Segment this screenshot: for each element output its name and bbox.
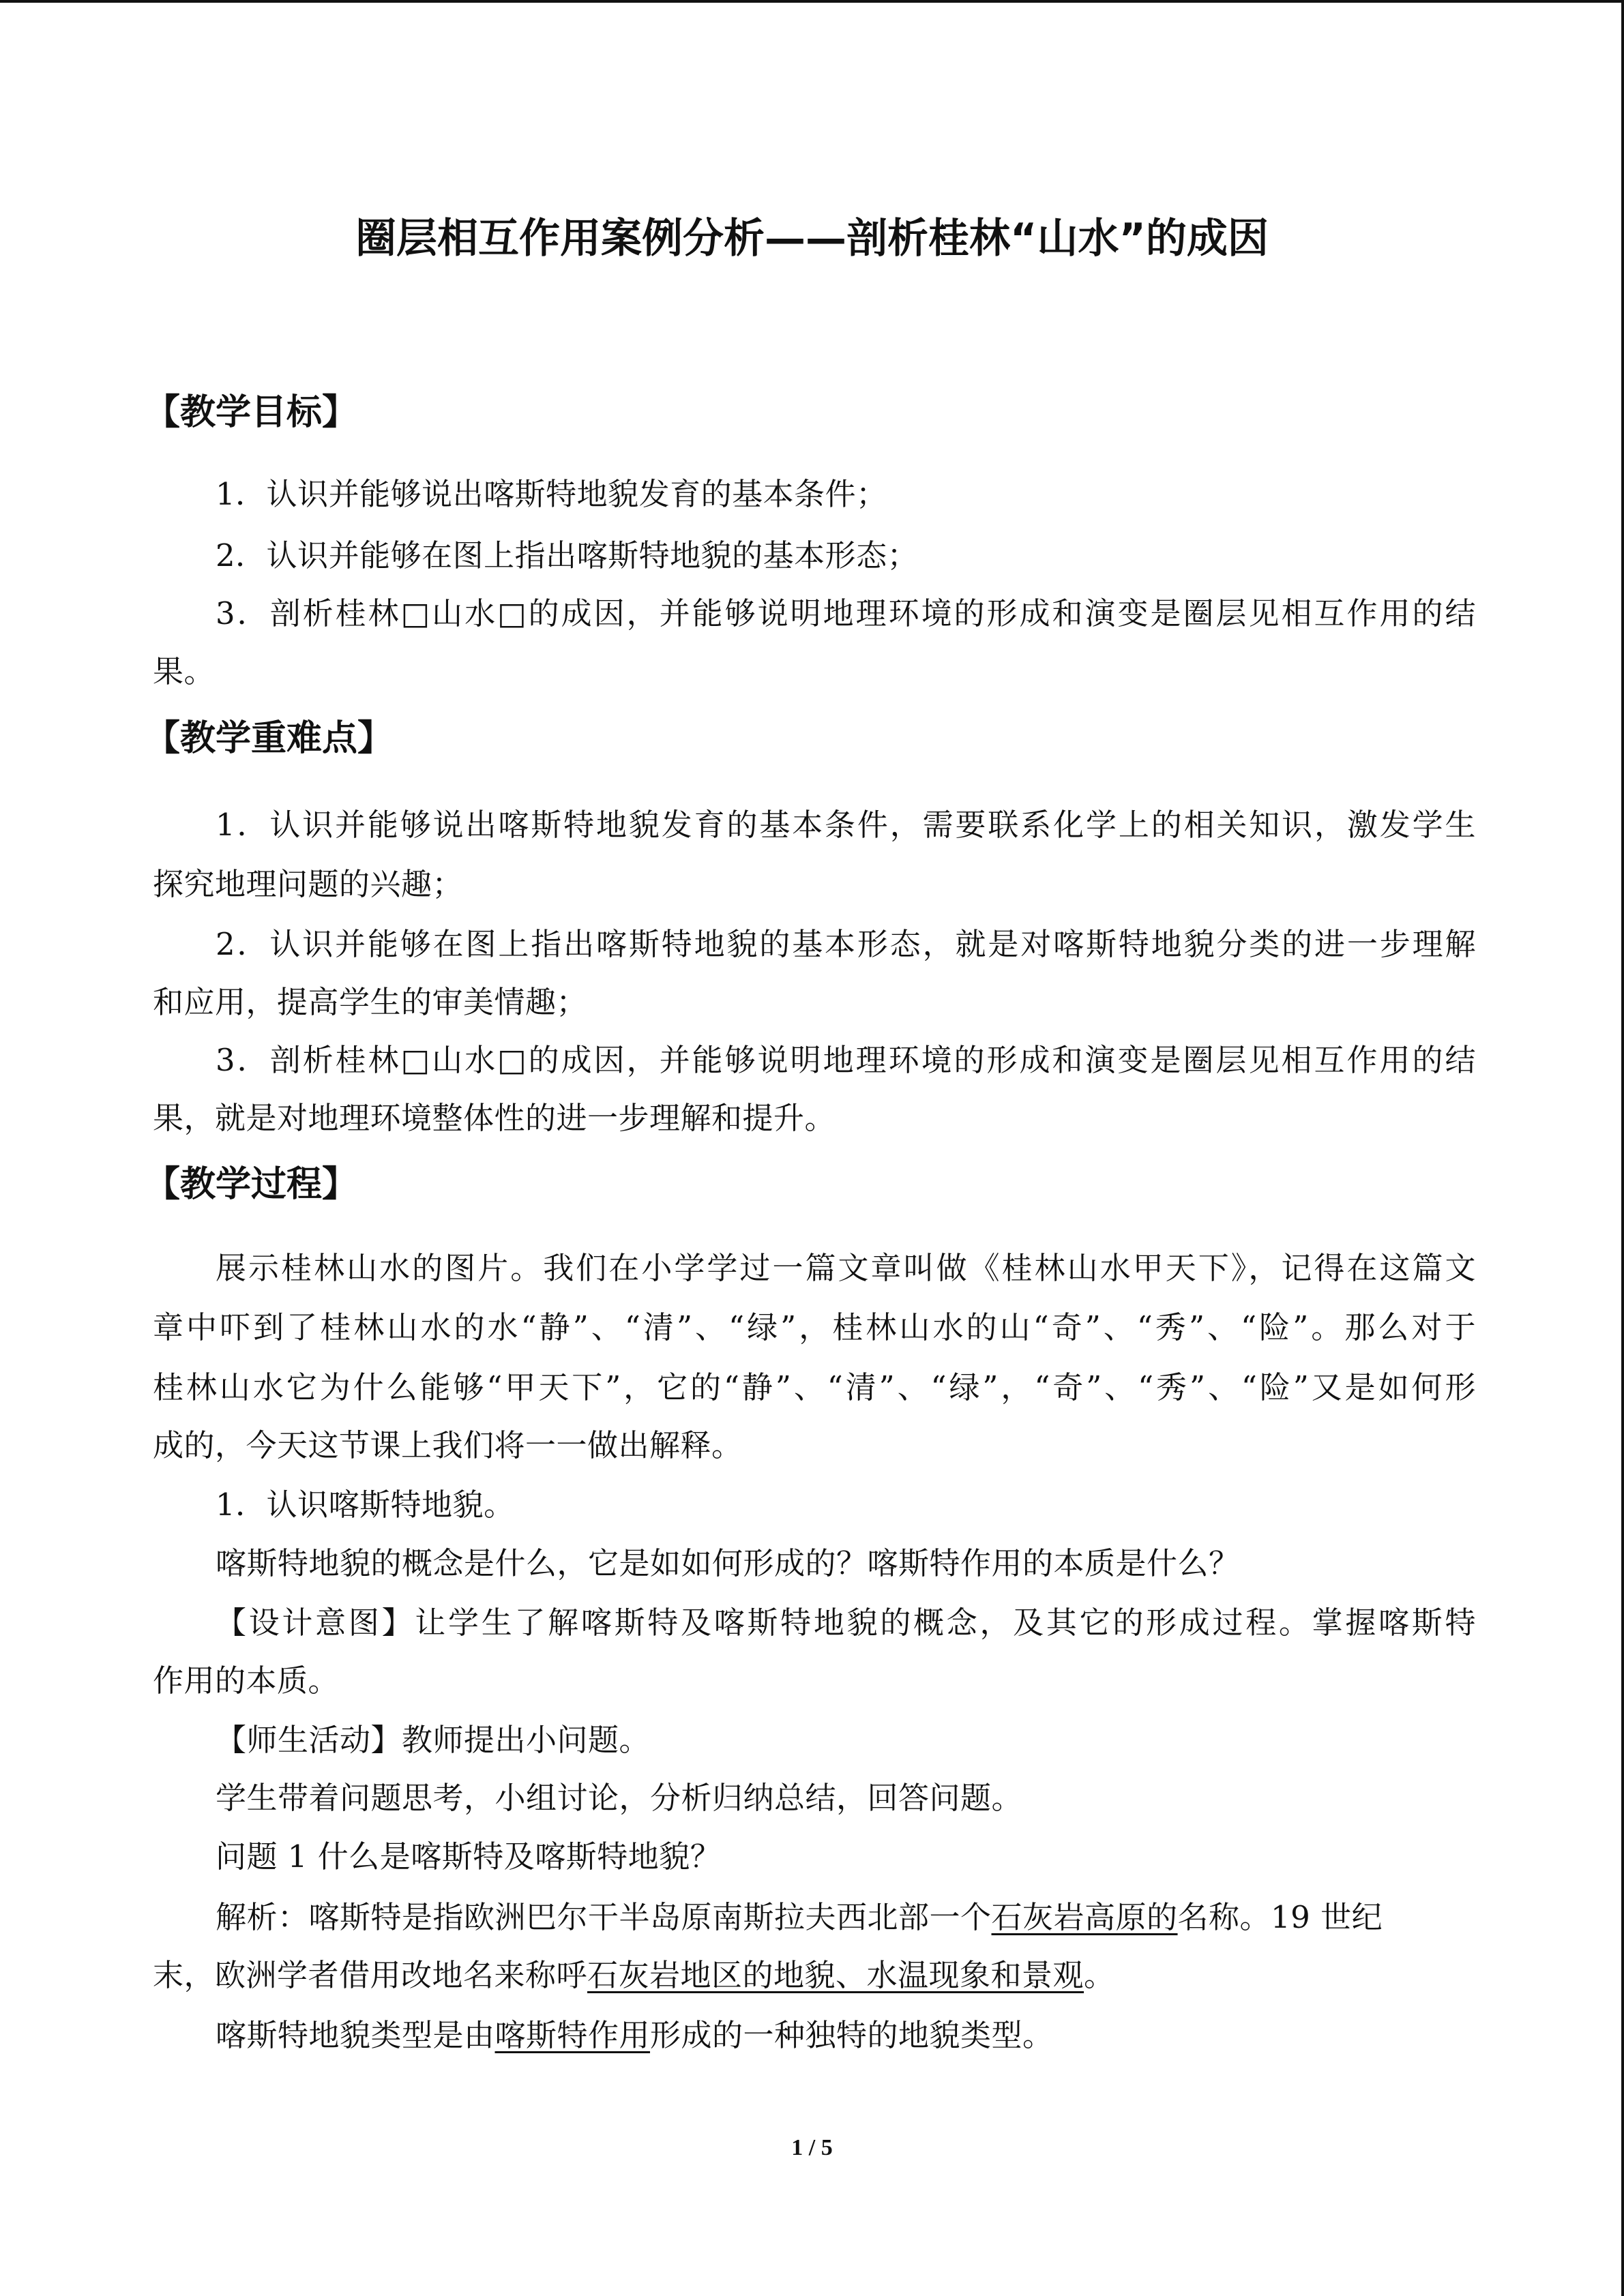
key-point-line: 和应用，提高学生的审美情趣； bbox=[153, 984, 588, 1020]
analysis-text: 。 bbox=[1084, 1957, 1115, 1993]
analysis-text: 解析：喀斯特是指欧洲巴尔干半岛原南斯拉夫西北部一个 bbox=[216, 1899, 992, 1935]
objective-line: 3．剖析桂林□山水□的成因，并能够说明地理环境的形成和演变是圈层见相互作用的结 bbox=[216, 595, 1476, 631]
analysis-line bbox=[216, 1897, 1476, 1938]
process-line: 桂林山水它为什么能够“甲天下”，它的“静”、“清”、“绿”，“奇”、“秀”、“险”又是如何形 bbox=[153, 1369, 1476, 1405]
objective-line: 1．认识并能够说出喀斯特地貌发育的基本条件； bbox=[216, 476, 887, 512]
analysis-text: 喀斯特地貌类型是由 bbox=[216, 2017, 495, 2053]
analysis-text: 形成的一种独特的地貌类型。 bbox=[650, 2017, 1054, 2053]
section-heading-key-points: 【教学重难点】 bbox=[145, 718, 394, 759]
process-line: 成的，今天这节课上我们将一一做出解释。 bbox=[153, 1427, 743, 1463]
key-point-line: 探究地理问题的兴趣； bbox=[153, 866, 464, 902]
section-heading-process: 【教学过程】 bbox=[145, 1164, 358, 1205]
page-border-top bbox=[0, 0, 1624, 3]
page-border-right bbox=[1621, 0, 1624, 2296]
document-title: 圈层相互作用案例分析——剖析桂林“山水”的成因 bbox=[355, 215, 1269, 263]
page-number: 1 / 5 bbox=[791, 2135, 833, 2160]
process-line: 1．认识喀斯特地貌。 bbox=[216, 1487, 515, 1523]
underlined-term: 石灰岩高原的 bbox=[991, 1899, 1178, 1935]
design-intent-line: 作用的本质。 bbox=[153, 1663, 340, 1699]
activity-line: 【师生活动】教师提出小问题。 bbox=[216, 1722, 651, 1758]
key-point-line: 1．认识并能够说出喀斯特地貌发育的基本条件，需要联系化学上的相关知识，激发学生 bbox=[216, 807, 1476, 843]
underlined-term: 石灰岩地区的地貌、水温现象和景观 bbox=[587, 1957, 1084, 1993]
objective-line: 果。 bbox=[153, 653, 216, 689]
process-line: 章中吓到了桂林山水的水“静”、“清”、“绿”，桂林山水的山“奇”、“秀”、“险”。那么对于 bbox=[153, 1309, 1476, 1345]
key-point-line: 2．认识并能够在图上指出喀斯特地貌的基本形态，就是对喀斯特地貌分类的进一步理解 bbox=[216, 926, 1476, 962]
underlined-term: 喀斯特作用 bbox=[494, 2017, 651, 2053]
design-intent-line: 【设计意图】让学生了解喀斯特及喀斯特地貌的概念，及其它的形成过程。掌握喀斯特 bbox=[216, 1605, 1476, 1641]
section-heading-objectives: 【教学目标】 bbox=[145, 392, 358, 433]
objective-line: 2．认识并能够在图上指出喀斯特地貌的基本形态； bbox=[216, 537, 919, 573]
analysis-line bbox=[153, 1955, 1476, 1996]
key-point-line: 3．剖析桂林□山水□的成因，并能够说明地理环境的形成和演变是圈层见相互作用的结 bbox=[216, 1042, 1476, 1078]
question-line: 问题 1 什么是喀斯特及喀斯特地貌？ bbox=[216, 1838, 722, 1875]
activity-line: 学生带着问题思考，小组讨论，分析归纳总结，回答问题。 bbox=[216, 1780, 1023, 1816]
analysis-line bbox=[216, 2015, 1476, 2056]
process-line: 展示桂林山水的图片。我们在小学学过一篇文章叫做《桂林山水甲天下》，记得在这篇文 bbox=[216, 1250, 1476, 1286]
analysis-text: 末，欧洲学者借用改地名来称呼 bbox=[153, 1957, 588, 1993]
key-point-line: 果，就是对地理环境整体性的进一步理解和提升。 bbox=[153, 1100, 836, 1136]
analysis-text: 名称。19 世纪 bbox=[1177, 1899, 1383, 1935]
process-line: 喀斯特地貌的概念是什么，它是如如何形成的？喀斯特作用的本质是什么？ bbox=[216, 1545, 1240, 1581]
